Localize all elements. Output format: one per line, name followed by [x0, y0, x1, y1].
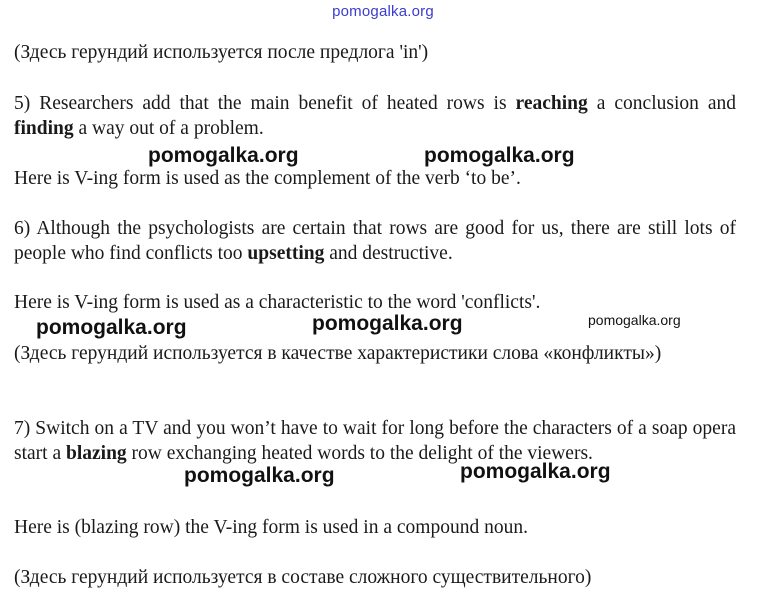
watermark: pomogalka.org [36, 316, 187, 339]
paragraph-compound-noun-explanation: Here is (blazing row) the V-ing form is used in a compound noun. [14, 517, 528, 538]
watermark: pomogalka.org [184, 464, 335, 487]
bold-word-reaching: reaching [515, 93, 588, 114]
top-watermark: pomogalka.org [332, 3, 434, 20]
item-5-text-post: a way out of a problem. [73, 117, 264, 139]
item-6-text-pre: 6) Although the psychologists are certain that rows are good for us, there are still lots of people who find conflicts too [14, 218, 736, 264]
paragraph-complement-explanation: Here is V-ing form is used as the complement of the verb ‘to be’. [14, 168, 521, 189]
bold-word-finding: finding [14, 117, 74, 139]
paragraph-gerund-after-in: (Здесь герундий используется после предлога 'in') [14, 42, 429, 63]
item-7-text-pre: 7) Switch on a TV and you won’t have to wait for long before the characters of a soap opera start a [14, 418, 736, 464]
paragraph-russian-characteristic: (Здесь герундий используется в качестве характеристики слова «конфликты») [14, 343, 662, 364]
item-5-text-pre: 5) Researchers add that the main benefit of heated rows is [14, 93, 516, 114]
paragraph-characteristic-explanation: Here is V-ing form is used as a characteristic to the word 'conflicts'. [14, 292, 541, 313]
watermark: pomogalka.org [460, 460, 611, 483]
item-6-text-post: and destructive. [324, 242, 453, 264]
item-7-text-post: row exchanging heated words to the delight of the viewers. [126, 442, 593, 464]
paragraph-russian-compound-noun: (Здесь герундий используется в составе сложного существительного) [14, 567, 592, 588]
paragraph-item-7 [14, 417, 736, 466]
item-5-text-mid: a conclusion and [587, 93, 736, 114]
paragraph-item-5 [14, 92, 736, 141]
watermark: pomogalka.org [312, 312, 463, 335]
watermark: pomogalka.org [424, 144, 575, 167]
paragraph-item-6 [14, 217, 736, 266]
bold-word-blazing: blazing [65, 442, 127, 464]
watermark: pomogalka.org [588, 312, 681, 328]
watermark: pomogalka.org [148, 144, 299, 167]
bold-word-upsetting: upsetting [247, 242, 325, 264]
